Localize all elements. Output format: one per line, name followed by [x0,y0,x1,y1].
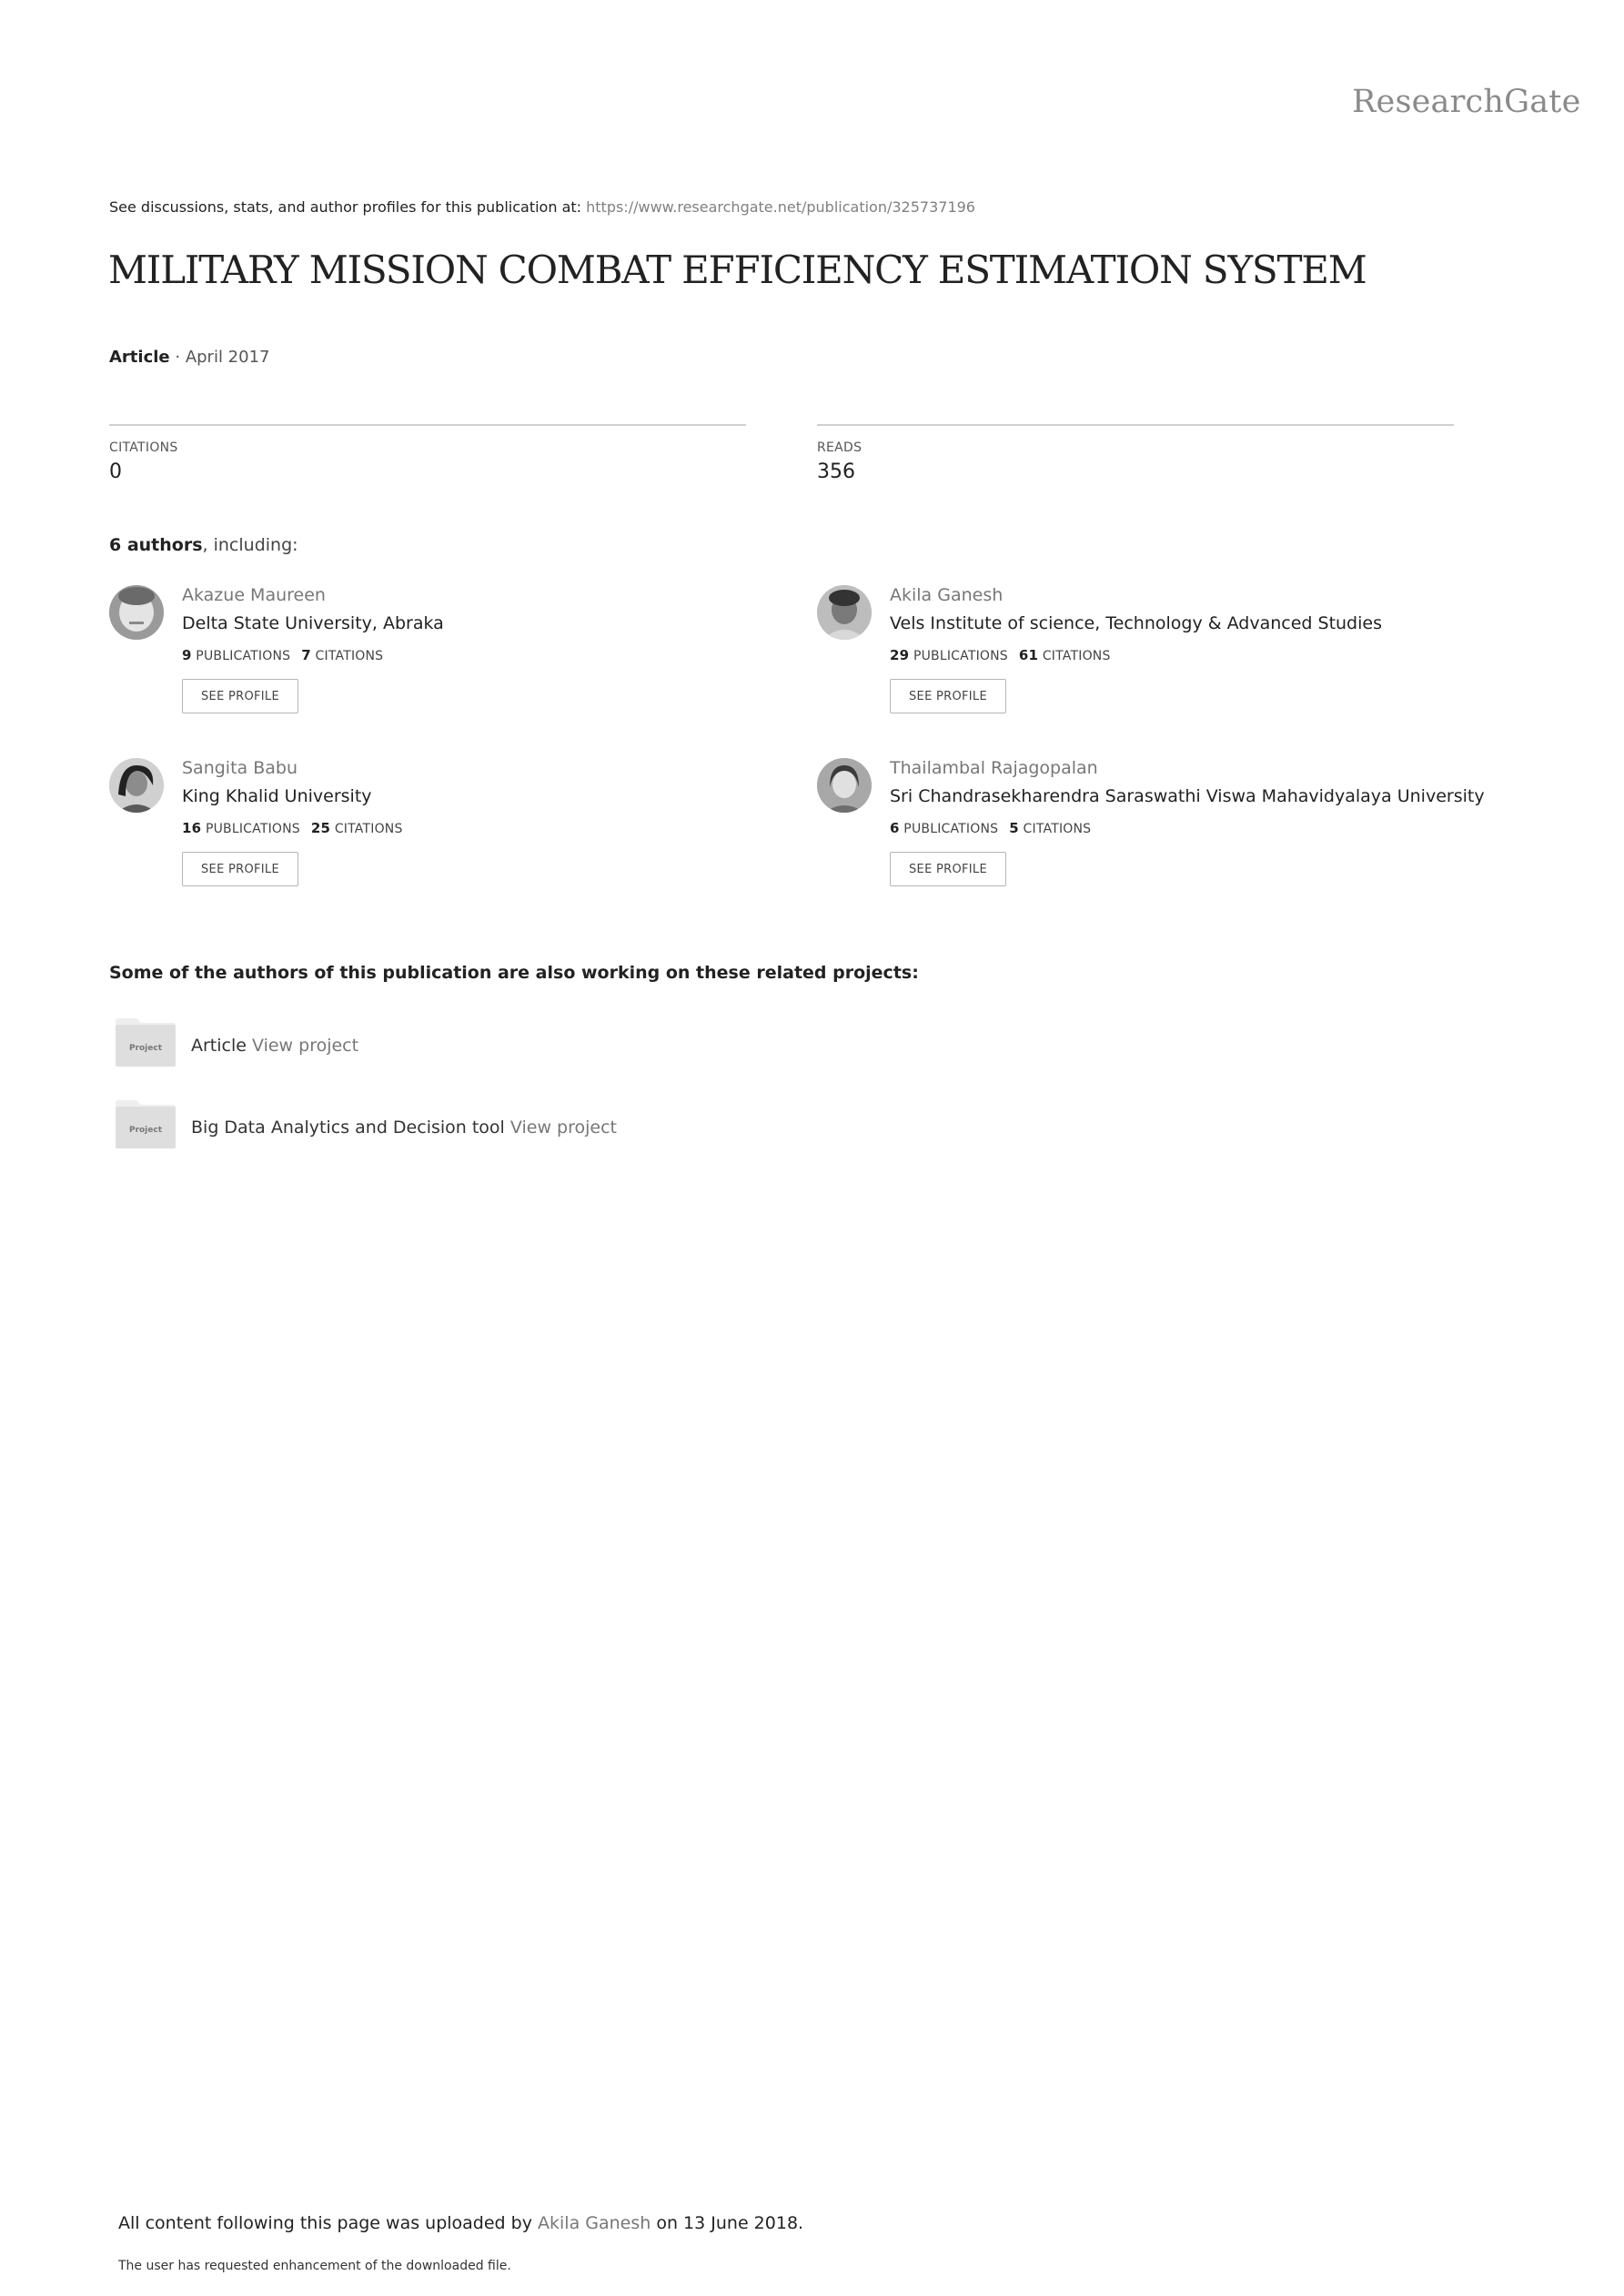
citations-divider [109,424,746,426]
publication-date: April 2017 [185,348,270,367]
author-stats [182,820,403,836]
author-stats [890,647,1111,663]
author-name-link[interactable]: Sangita Babu [182,758,298,778]
publications-count: 29 [890,647,910,663]
upload-prefix: All content following this page was uploaded by [118,2213,539,2233]
publications-label: PUBLICATIONS [205,822,300,836]
view-project-link[interactable]: View project [509,1118,617,1138]
author-card [817,758,1508,913]
author-card [817,585,1508,740]
reads-value: 356 [817,460,855,483]
citations-label: CITATIONS [315,649,384,663]
avatar[interactable] [109,758,164,813]
project-icon-label: Project [128,1126,163,1135]
author-institution: Delta State University, Abraka [182,613,444,633]
upload-note [118,2213,803,2233]
authors-heading [109,535,298,555]
author-name-link[interactable]: Thailambal Rajagopalan [890,758,1098,778]
discussion-line [109,198,975,216]
enhancement-note: The user has requested enhancement of the downloaded file. [118,2259,511,2273]
author-stats [182,647,383,663]
avatar[interactable] [109,585,164,640]
reads-label: READS [817,440,862,455]
authors-count: 6 authors [109,535,203,555]
project-text [191,1036,358,1056]
project-item [115,1099,751,1154]
project-text [191,1118,617,1138]
author-stats [890,820,1091,836]
see-profile-button[interactable]: SEE PROFILE [182,679,298,713]
citations-count: 7 [301,647,311,663]
related-projects-heading: Some of the authors of this publication are also working on these related projects: [109,963,919,983]
citations-count: 61 [1018,647,1039,663]
publications-label: PUBLICATIONS [903,822,999,836]
citations-label: CITATIONS [1023,822,1092,836]
citations-value: 0 [109,460,122,483]
project-folder-icon [115,1017,177,1068]
upload-suffix: on 13 June 2018. [651,2213,804,2233]
author-card [109,758,801,913]
publications-count: 9 [182,647,192,663]
author-institution: King Khalid University [182,786,372,806]
discussion-prefix: See discussions, stats, and author profiles for this publication at: [109,198,587,216]
uploader-link[interactable]: Akila Ganesh [538,2213,651,2233]
authors-suffix: , including: [202,535,298,555]
author-name-link[interactable]: Akazue Maureen [182,585,326,605]
project-name: Article [191,1036,247,1056]
avatar[interactable] [817,585,872,640]
see-profile-button[interactable]: SEE PROFILE [890,852,1006,886]
project-folder-icon [115,1099,177,1150]
see-profile-button[interactable]: SEE PROFILE [890,679,1006,713]
reads-divider [817,424,1454,426]
author-card [109,585,801,740]
author-name-link[interactable]: Akila Ganesh [890,585,1004,605]
meta-separator: · [169,348,186,367]
publications-label: PUBLICATIONS [196,649,291,663]
publication-meta [109,348,269,367]
publications-count: 6 [890,820,900,836]
publication-title: MILITARY MISSION COMBAT EFFICIENCY ESTIMATION SYSTEM [108,248,1367,292]
author-institution: Sri Chandrasekharendra Saraswathi Viswa Mahavidyalaya University [890,786,1485,806]
publications-label: PUBLICATIONS [913,649,1008,663]
citations-count: 25 [310,820,331,836]
author-institution: Vels Institute of science, Technology & Advanced Studies [890,613,1382,633]
citations-label: CITATIONS [1042,649,1111,663]
publication-url-link[interactable]: https://www.researchgate.net/publication/325737196 [586,198,975,216]
publications-count: 16 [182,820,202,836]
citations-label: CITATIONS [109,440,178,455]
citations-label: CITATIONS [334,822,403,836]
citations-count: 5 [1009,820,1019,836]
project-icon-label: Project [128,1044,163,1053]
view-project-link[interactable]: View project [252,1036,359,1056]
see-profile-button[interactable]: SEE PROFILE [182,852,298,886]
researchgate-logo[interactable]: ResearchGate [1352,84,1581,120]
project-name: Big Data Analytics and Decision tool [191,1118,505,1138]
project-item [115,1017,751,1072]
avatar[interactable] [817,758,872,813]
publication-type: Article [109,348,170,367]
